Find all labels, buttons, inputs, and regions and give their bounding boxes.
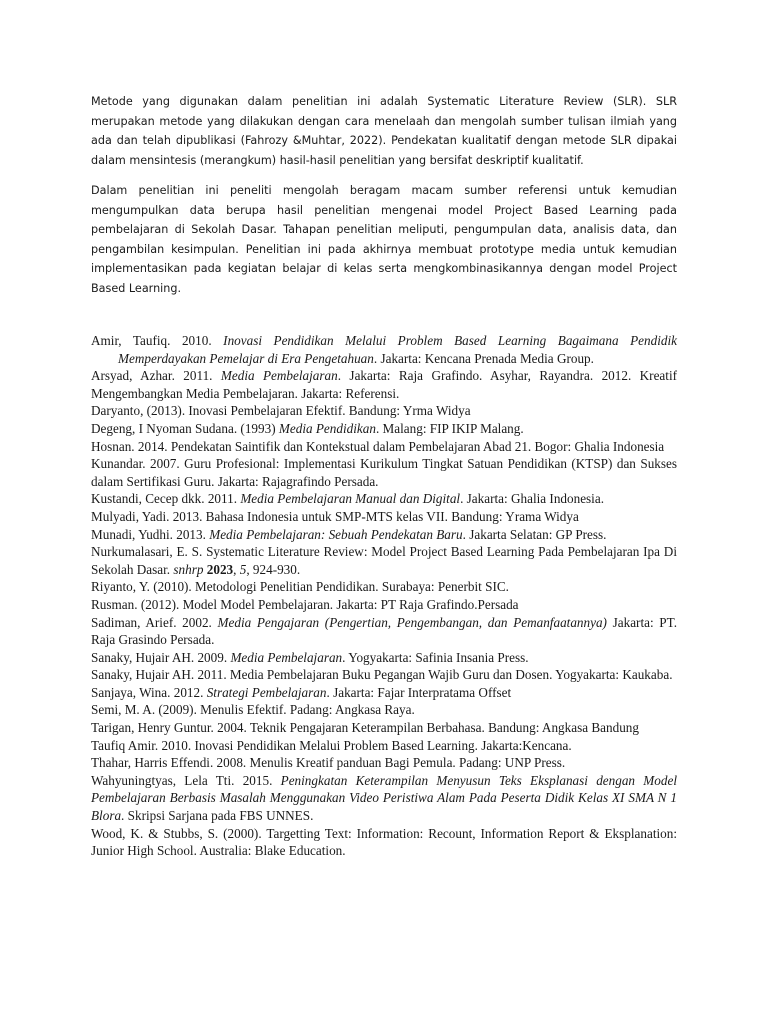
reference-item: Thahar, Harris Effendi. 2008. Menulis Kreatif panduan Bagi Pemula. Padang: UNP Press. [91,755,566,771]
reference-item: Kunandar. 2007. Guru Profesional: Implementasi Kurikulum Tingkat Satuan Pendidikan (KTSP) dan Sukses dalam Sertifikasi Guru. Jakarta: Rajagrafindo Persada. [91,456,677,489]
reference-item: Sanaky, Hujair AH. 2011. Media Pembelajaran Buku Pegangan Wajib Guru dan Dosen. Yogyakarta: Kaukaba. [91,667,673,683]
methodology-section [91,92,677,170]
reference-item: Sanjaya, Wina. 2012. Strategi Pembelajaran. Jakarta: Fajar Interpratama Offset [91,684,512,700]
reference-item: Wahyuningtyas, Lela Tti. 2015. Peningkatan Keterampilan Menyusun Teks Eksplanasi dengan Model Pembelajaran Berbasis Masalah Menggunakan Video Peristiwa Alam Pada Peserta Didik Kelas XI SMA N 1 Blora. Skripsi Sarjana pada FBS UNNES. [91,772,677,824]
reference-item: Hosnan. 2014. Pendekatan Saintifik dan Kontekstual dalam Pembelajaran Abad 21. Bogor: Ghalia Indonesia [91,438,665,454]
reference-item: Sanaky, Hujair AH. 2009. Media Pembelajaran. Yogyakarta: Safinia Insania Press. [91,649,529,665]
reference-item: Tarigan, Henry Guntur. 2004. Teknik Pengajaran Keterampilan Berbahasa. Bandung: Angkasa Bandung [91,720,639,736]
reference-item: Amir, Taufiq. 2010. Inovasi Pendidikan Melalui Problem Based Learning Bagaimana Pendidik Memperdayakan Pemelajar di Era Pengetahuan. Jakarta: Kencana Prenada Media Group. [91,333,677,366]
reference-item: Wood, K. & Stubbs, S. (2000). Targetting Text: Information: Recount, Information Report & Eksplanation: Junior High School. Australia: Blake Education. [91,825,677,859]
reference-item: Daryanto, (2013). Inovasi Pembelajaran Efektif. Bandung: Yrma Widya [91,403,471,419]
reference-item: Riyanto, Y. (2010). Metodologi Penelitian Pendidikan. Surabaya: Penerbit SIC. [91,579,509,595]
reference-item: Kustandi, Cecep dkk. 2011. Media Pembelajaran Manual dan Digital. Jakarta: Ghalia Indonesia. [91,491,604,507]
reference-item: Mulyadi, Yadi. 2013. Bahasa Indonesia untuk SMP-MTS kelas VII. Bandung: Yrama Widya [91,508,579,524]
document-page [91,92,677,860]
reference-item: Munadi, Yudhi. 2013. Media Pembelajaran: Sebuah Pendekatan Baru. Jakarta Selatan: GP Press. [91,526,607,542]
reference-item: Sadiman, Arief. 2002. Media Pengajaran (Pengertian, Pengembangan, dan Pemanfaatannya) Jakarta: PT. Raja Grasindo Persada. [91,614,677,648]
paragraph-2: Dalam penelitian ini peneliti mengolah beragam macam sumber referensi untuk kemudian mengumpulkan data berupa hasil penelitian mengenai model Project Based Learning pada pembelajaran di Sekolah Dasar. Tahapan penelitian meliputi, pengumpulan data, analisis data, dan pengambilan kesimpulan. Penelitian ini pada akhirnya membuat prototype media untuk kemudian implementasikan pada kegiatan belajar di kelas serta mengkombinasikannya dengan model Project Based Learning. [91,184,677,295]
reference-item: Semi, M. A. (2009). Menulis Efektif. Padang: Angkasa Raya. [91,702,415,718]
paragraph-1: Metode yang digunakan dalam penelitian ini adalah Systematic Literature Review (SLR). SLR merupakan metode yang dilakukan dengan cara menelaah dan mengolah sumber tulisan ilmiah yang ada dan telah dipublikasi (Fahrozy &Muhtar, 2022). Pendekatan kualitatif dengan metode SLR dipakai dalam mensintesis (merangkum) hasil-hasil penelitian yang bersifat deskriptif kualitatif. [91,95,677,167]
reference-item: Arsyad, Azhar. 2011. Media Pembelajaran. Jakarta: Raja Grafindo. Asyhar, Rayandra. 2012. Kreatif Mengembangkan Media Pembelajaran. Jakarta: Referensi. [91,368,677,401]
reference-item: Degeng, I Nyoman Sudana. (1993) Media Pendidikan. Malang: FIP IKIP Malang. [91,420,524,436]
methodology-section-2 [91,181,677,298]
reference-list [91,332,677,860]
reference-item: Nurkumalasari, E. S. Systematic Literature Review: Model Project Based Learning Pada Pembelajaran Ipa Di Sekolah Dasar. snhrp 2023, 5, 924-930. [91,544,677,577]
reference-item: Rusman. (2012). Model Model Pembelajaran. Jakarta: PT Raja Grafindo.Persada [91,596,519,612]
reference-item: Taufiq Amir. 2010. Inovasi Pendidikan Melalui Problem Based Learning. Jakarta:Kencana. [91,737,572,753]
